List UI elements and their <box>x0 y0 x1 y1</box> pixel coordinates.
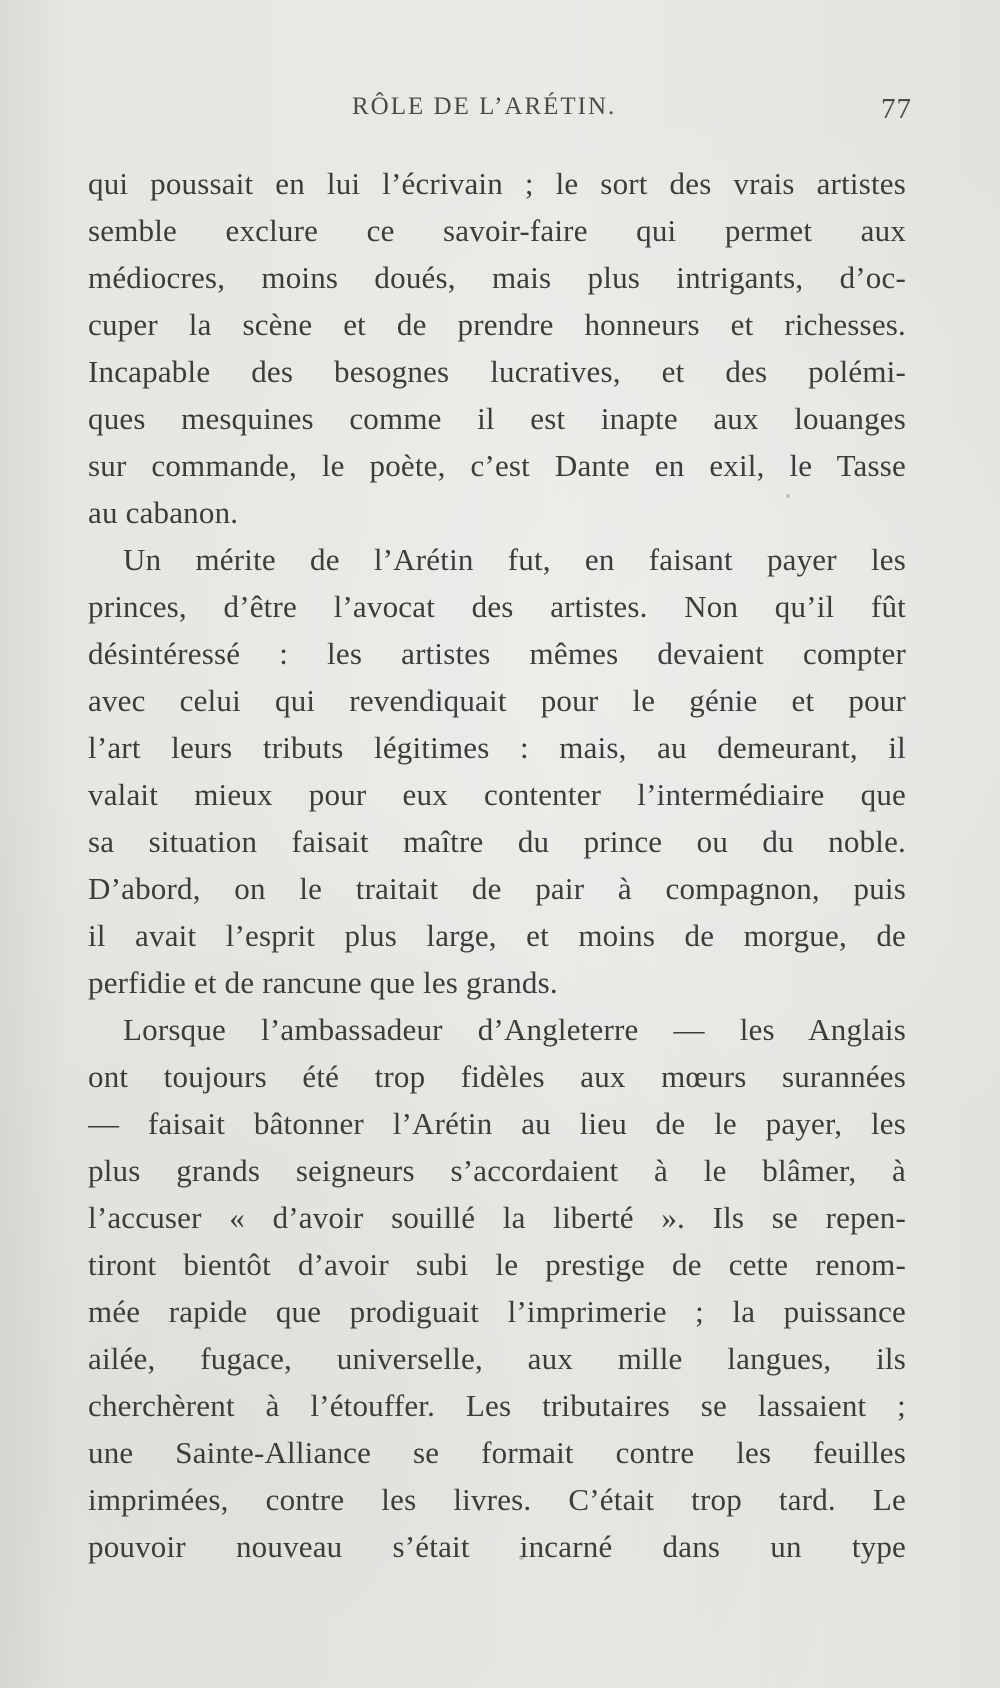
text-line: tiront bientôt d’avoir subi le prestige de cette renom- <box>88 1247 906 1282</box>
text-line: ques mesquines comme il est inapte aux louanges <box>88 401 906 436</box>
text-line: D’abord, on le traitait de pair à compagnon, puis <box>88 871 906 906</box>
text-line: perfidie et de rancune que les grands. <box>88 965 558 1000</box>
paper-speck <box>786 494 790 498</box>
running-title: RÔLE DE L’ARÉTIN. <box>352 93 617 120</box>
page-number: 77 <box>881 93 912 125</box>
text-line: princes, d’être l’avocat des artistes. Non qu’il fût <box>88 589 906 624</box>
paragraph-start-line: Lorsque l’ambassadeur d’Angleterre — les Anglais <box>123 1012 906 1047</box>
text-line: cuper la scène et de prendre honneurs et richesses. <box>88 307 906 342</box>
paragraph-start-line: Un mérite de l’Arétin fut, en faisant payer les <box>123 542 906 577</box>
text-line: cherchèrent à l’étouffer. Les tributaires se lassaient ; <box>88 1388 906 1423</box>
text-line: sur commande, le poète, c’est Dante en exil, le Tasse <box>88 448 906 483</box>
text-line: imprimées, contre les livres. C’était trop tard. Le <box>88 1482 906 1517</box>
text-line: il avait l’esprit plus large, et moins de morgue, de <box>88 918 906 953</box>
text-line: qui poussait en lui l’écrivain ; le sort des vrais artistes <box>88 166 906 201</box>
text-line: au cabanon. <box>88 495 239 530</box>
text-line: valait mieux pour eux contenter l’intermédiaire que <box>88 777 906 812</box>
text-line: médiocres, moins doués, mais plus intrigants, d’oc- <box>88 260 906 295</box>
text-line: l’accuser « d’avoir souillé la liberté ». Ils se repen- <box>88 1200 906 1235</box>
paper-speck <box>519 1555 524 1560</box>
text-line: Incapable des besognes lucratives, et des polémi- <box>88 354 906 389</box>
text-line: mée rapide que prodiguait l’imprimerie ; la puissance <box>88 1294 906 1329</box>
text-line: pouvoir nouveau s’était incarné dans un type <box>88 1529 906 1564</box>
running-head <box>90 93 912 133</box>
text-line: l’art leurs tributs légitimes : mais, au demeurant, il <box>88 730 906 765</box>
text-line: ailée, fugace, universelle, aux mille langues, ils <box>88 1341 906 1376</box>
body-text <box>88 160 906 1570</box>
text-line: une Sainte-Alliance se formait contre les feuilles <box>88 1435 906 1470</box>
text-line: ont toujours été trop fidèles aux mœurs surannées <box>88 1059 906 1094</box>
text-line: sa situation faisait maître du prince ou du noble. <box>88 824 906 859</box>
text-line: avec celui qui revendiquait pour le génie et pour <box>88 683 906 718</box>
text-line: semble exclure ce savoir-faire qui permet aux <box>88 213 906 248</box>
text-line: désintéressé : les artistes mêmes devaient compter <box>88 636 906 671</box>
text-line: — faisait bâtonner l’Arétin au lieu de le payer, les <box>88 1106 906 1141</box>
text-line: plus grands seigneurs s’accordaient à le blâmer, à <box>88 1153 906 1188</box>
